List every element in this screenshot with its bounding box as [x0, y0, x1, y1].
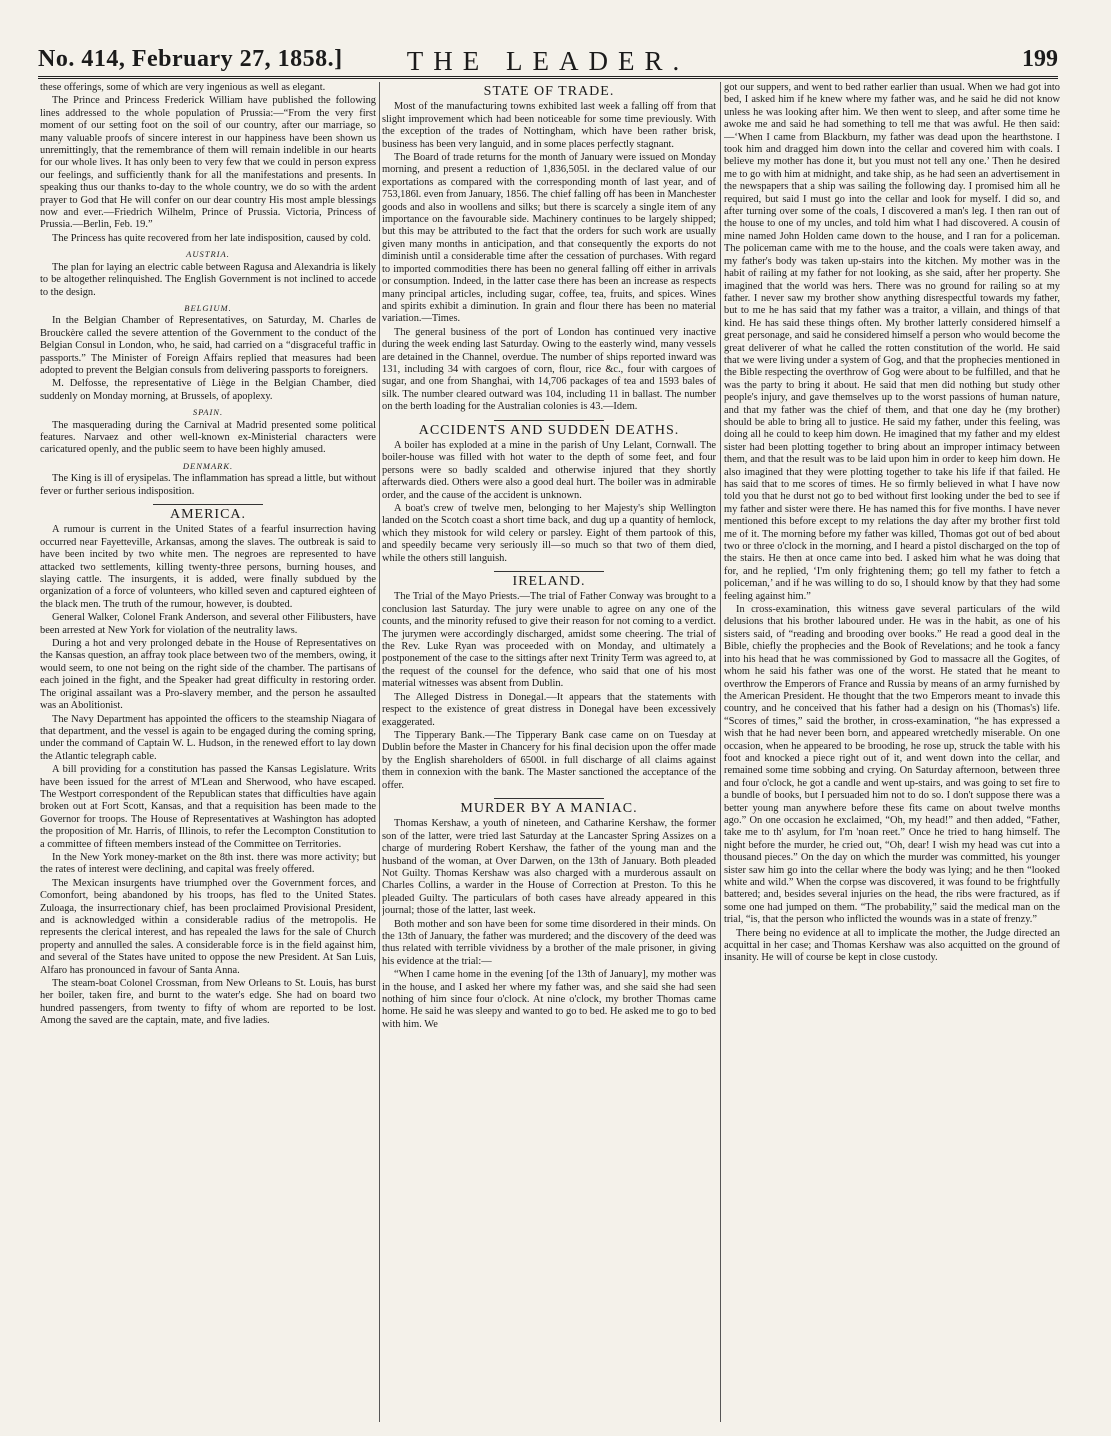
- section-heading-murder: MURDER BY A MANIAC.: [460, 800, 638, 816]
- paragraph: The general business of the port of London has continued very inactive during the week ending last Saturday. Owing to the easterly wind, many vessels are detained in the Channel, overdue. The number of ships reported inward was 131, including 34 with cargoes of corn, flour, rice &c., four with cargoes of sugar, and one from Shanghai, with 14,706 packages of tea and 1593 bales of silk. The number cleared outward was 104, including 11 in ballast. The number on the berth loading for the Australian colonies is 43.—Idem.: [382, 326, 716, 413]
- paragraph: The Princess has quite recovered from her late indisposition, caused by cold.: [52, 232, 371, 244]
- paragraph: “When I came home in the evening [of the 13th of January], my mother was in the house, and I asked her where my father was, and she said she had seen nothing of him since four o'clock. At nine o'clock, my brother Thomas came home. He said he was sleepy and wanted to go to bed. He asked me to go to bed with him. We: [382, 969, 716, 1030]
- section-rule: [494, 571, 604, 572]
- paragraph: The Trial of the Mayo Priests.—The trial of Father Conway was brought to a conclusion last Saturday. The jury were unable to agree on any one of the counts, and the minority refused to give their reason for not coming to a verdict. The jurymen were accordingly discharged, amidst some cheering. The trial of the Rev. Luke Ryan was proceeded with on Monday, and ultimately a postponement of the case to the sittings after next Trinity Term was agreed to, at the request of the counsel for the defence, who said that one of his most material witnesses was absent from Dublin.: [382, 591, 716, 690]
- column-1: [40, 82, 376, 1422]
- paragraph: During a hot and very prolonged debate in the House of Representatives on the Kansas question, an affray took place between two of the members, owing, it would seem, to one not being on the right side of the chamber. The partisans of each joined in the fight, and the Speaker had great difficulty in restoring order. The original assailant was a Pro-slavery member, and the person he assaulted was an Abolitionist.: [40, 638, 376, 712]
- section-heading-state-of-trade: STATE OF TRADE.: [483, 84, 615, 99]
- paragraph: The plan for laying an electric cable between Ragusa and Alexandria is likely to be altogether relinquished. The English Government is not inclined to accede to the design.: [40, 261, 376, 298]
- paragraph: The Prince and Princess Frederick William have published the following lines addressed to the whole population of Prussia:—“From the very first moment of our setting foot on the soil of our country, after our marriage, so many valuable proofs of sincere interest in our happiness have been shown us unremittingly, that the remembrance of them will remain indelible in our hearts for our whole lives. It has only been to very few that we could in person express our feelings, and sufficiently thank for all the manifestations and presents. In speaking thus our thanks to-day to the whole country, we do so with the ardent prayer to God that He will confer on our dear country His most ample blessings now and ever.—Friedrich Wilhelm, Prince of Prussia. Victoria, Princess of Prussia.—Berlin, Feb. 19.”: [40, 95, 376, 231]
- paragraph: M. Delfosse, the representative of Liège in the Belgian Chamber, died suddenly on Monday morning, at Brussels, of apoplexy.: [40, 378, 376, 402]
- masthead-rule: [38, 76, 1058, 79]
- paragraph: The Mexican insurgents have triumphed over the Government forces, and Comonfort, being abandoned by his troops, has fled to the United States. Zuloaga, the insurrectionary chief, has been proclaimed Provisional President, and is acknowledged within a considerable radius of the metropolis. He represents the clerical interest, and has repealed the laws for the sale of Church property and annulled the sales. A considerable force is in the field against him, and several of the States have united to oppose the new President. At San Luis, Alfaro has pronounced in favour of Santa Anna.: [40, 877, 376, 976]
- subheading-spain: SPAIN.: [192, 407, 224, 418]
- paragraph: The King is ill of erysipelas. The inflammation has spread a little, but without fever or further serious indisposition.: [40, 473, 376, 497]
- section-rule: [494, 798, 604, 799]
- column-2: [382, 82, 716, 1422]
- paragraph: In the New York money-market on the 8th inst. there was more activity; but the rates of interest were declining, and capital was freely offered.: [40, 851, 376, 876]
- paragraph: The Navy Department has appointed the officers to the steamship Niagara of that department, and the vessel is again to be engaged during the coming spring, under the command of Captain W. L. Hudson, in the renewed effort to lay down the Atlantic telegraph cable.: [40, 713, 376, 762]
- subheading-belgium: BELGIUM.: [184, 302, 232, 313]
- paragraph: A bill providing for a constitution has passed the Kansas Legislature. Writs have been issued for the arrest of M'Lean and Sherwood, who have escaped. The Westport correspondent of the Republican states that difficulties have again broken out at Fort Scott, Kansas, and that a requisition has been made to the Governor for troops. The House of Representatives at Washington has adopted the proposition of Mr. Harris, of Illinois, to refer the Lecompton Constitution to a committee of fifteen members instead of the Committee on Territories.: [40, 764, 376, 850]
- issue-date: No. 414, February 27, 1858.]: [38, 46, 343, 72]
- paragraph: got our suppers, and went to bed rather earlier than usual. When we had got into bed, I asked him if he knew where my father was, and he said he did not know unless he was looking after him. We then went to sleep, and after some time he awoke me and said he had something to tell me that was awful. He then said:—‘When I came from Blackburn, my father was dead upon the hearthstone. I took him and dragged him down into the cellar and covered him with coals. I believe my mother has done it, but you must not tell any one.’ Then he desired me to go with him at midnight, and take ship, as he had seen an advertisement in the newspapers that a ship was sailing the following day. I promised him all he required, but said I must go into the cellar and look for myself. I did so, and after turning over some of the coals, I discovered a man's leg. I then ran out of the house to one of my uncles, and told him what I had discovered. A cousin of mine named John Holden came down to the house, and I ran for a policeman. The policeman came with me to the house, and the coals were taken away, and my father's body was taken up-stairs into the kitchen. My mother was in the habit of railing at my father for not looking, as she said, after her property. She imagined that the world was hers. There was no ground for railing so at my father. I never saw my brother show anything disrespectful towards my father, but to me he has said that my father was a traitor, a villain, and things of that kind. He has said these things often. My brother latterly considered himself a great personage, and said he considered himself a person who would become the great deliverer of what he called the rotten constitution of the world. He said that we were living under a system of Gog, and that the prophecies mentioned in the Bible respecting the overthrow of Gog were about to be fulfilled, and that he was the party to bring it about. He said that men did nothing but study other people's injury, and gave themselves up to the worst passions of human nature, and that my father was the chief of them, and that one day he (my brother) should be able to bring all to justice. He said my father, under this feeling, was doing all he could to keep him down. He imagined that my father and my eldest sister had been plotting together to bring about an improper intimacy between them, and that the result was to be laid upon him in order to keep him down. He also imagined that they were plotting together to take his life if that failed. He has said that to me scores of times. He so firmly believed in what I have now told you that he durst not go to bed without first looking under the bed to see if my father and sister were there. He has named this for five months. I have never mentioned this before except to my relations the day after my brother first told me of it. The morning before my father was killed, Thomas got out of bed about two or three o'clock in the morning, and I heard a pistol discharged on the top of the stairs. He then at once came into bed. I asked him what he was doing that for, and he replied, ‘I'm only frightening them; go tell my father to fetch a policeman,’ and if he was willing to do so, I should know by that they had some feeling against him.”: [724, 82, 1060, 602]
- subheading-denmark: DENMARK.: [182, 460, 234, 471]
- paragraph: In cross-examination, this witness gave several particulars of the wild delusions that his brother laboured under. He was in the habit, as one of his sisters said, of “reading and brooding over books.” He read a good deal in the Bible, chiefly the prophecies and the Book of Revelations; and he took a fancy into his head that he was commissioned by God to massacre all the Gogites, of whom he said his father was one of the worst. He stated that he meant to overthrow the Emperors of France and Russia by means of an army furnished by the American President. He thought that the two Emperors meant to invade this country, and he conceived that his father had a design on his (Thomas's) life. “Scores of times,” said the brother, in cross-examination, “he has expressed a wish that he had never been born, and appeared wretchedly miserable. On one occasion, when he appeared to be brooding, he rose up, struck the table with his foot and knocked a piece right out of it, and went down into the cellar, and remained some time sobbing and crying. On Saturday afternoon, between three and four o'clock, he got a candle and went up-stairs, and was going to set fire to a bundle of books, but I persuaded him not to do so. I don't suppose there was a better young man anywhere before these fits came on about twelve months ago.” On one occasion he exclaimed, “Oh, my head!” and then added, “Father, take me to th' asylum, for I'm 'noan reet.” Once he tried to hang himself. The night before the murder, he cried out, “Oh, dear! I wish my head was cut into a thousand pieces.” On the day on which the murder was committed, his younger sister saw him go into the cellar where the body was lying; and he then “looked white and wild.” When the corpse was discovered, it was found to be frightfully battered; and, besides several injuries on the head, the ribs were fractured, as if some one had jumped on them. “The probability,” said the medical man on the trial, “is, that the person who inflicted the wounds was in a state of frenzy.”: [724, 604, 1060, 926]
- paragraph: The steam-boat Colonel Crossman, from New Orleans to St. Louis, has burst her boiler, taken fire, and burnt to the water's edge. She had on board two hundred passengers, from twenty to fifty of whom are reported to be lost. Among the saved are the captain, mate, and five ladies.: [40, 978, 376, 1027]
- column-3: [724, 82, 1060, 1422]
- column-divider: [720, 82, 721, 1422]
- section-rule: [494, 420, 604, 421]
- masthead: [38, 38, 1058, 78]
- paragraph: The Tipperary Bank.—The Tipperary Bank case came on on Tuesday at Dublin before the Master in Chancery for his final decision upon the offer made by the English shareholders of 6500l. in full discharge of all claims against them in connexion with the bank. The Master sanctioned the acceptance of the offer.: [382, 729, 716, 791]
- section-heading-ireland: IRELAND.: [512, 574, 586, 590]
- paragraph: The Board of trade returns for the month of January were issued on Monday morning, and present a reduction of 1,836,505l. in the declared value of our exportations as compared with the corresponding month of last year, and of 753,186l. even from January, 1856. The chief falling off has been in Manchester goods and also in woollens and silks; but there is scarcely a single item of any importance on the favourable side. Machinery continues to be largely shipped; but this may be attributed to the fact that the orders for such work are usually given many months in anticipation, and that consequently the exports do not diminish until a considerable time after the cessation of purchases. With regard to imported commodities there has been no general falling off either in arrivals or consumption. Indeed, in the latter case there has been an increase as respects many principal articles, including sugar, coffee, tea, fruits, and spices. Wines and spirits exhibit a diminution. In grain and flour there has been no material variation.—Times.: [382, 152, 716, 325]
- page-number: 199: [1022, 46, 1058, 72]
- paragraph: General Walker, Colonel Frank Anderson, and several other Filibusters, have been arrested at New York for violation of the neutrality laws.: [40, 612, 376, 636]
- paragraph: The masquerading during the Carnival at Madrid presented some political features. Narvaez and other well-known ex-Ministerial characters were caricatured openly, and the public seem to have been highly amused.: [40, 419, 376, 456]
- subheading-austria: AUSTRIA.: [186, 249, 230, 260]
- paragraph: A rumour is current in the United States of a fearful insurrection having occurred near Fayetteville, Arkansas, among the slaves. The outbreak is said to have been incited by two white men. The negroes are represented to have attacked two settlements, killing twenty-three persons, burning houses, and slaying cattle. The insurgents, it is added, were finally subdued by the organization of a force of volunteers, who killed seven and captured eighteen of the black men. The truth of the rumour, however, is doubted.: [40, 524, 376, 610]
- column-divider: [379, 82, 380, 1422]
- paragraph: A boiler has exploded at a mine in the parish of Uny Lelant, Cornwall. The boiler-house was filled with hot water to the depth of some feet, and four persons were so badly scalded and otherwise injured that they shortly afterwards died. Others were also a good deal hurt. The boiler was in admirable order, and the cause of the accident is unknown.: [382, 439, 716, 501]
- section-heading-accidents: ACCIDENTS AND SUDDEN DEATHS.: [418, 422, 680, 438]
- paragraph: In the Belgian Chamber of Representatives, on Saturday, M. Charles de Brouckère called the severe attention of the Government to the conduct of the Belgian Consul in London, who, he said, had carried on a “disgraceful traffic in passports.” The Minister of Foreign Affairs replied that measures had been adopted to prevent the Belgian consuls from delivering passports to foreigners.: [40, 315, 376, 376]
- paragraph: these offerings, some of which are very ingenious as well as elegant.: [40, 82, 326, 93]
- section-rule: [153, 504, 263, 505]
- paragraph: Both mother and son have been for some time disordered in their minds. On the 13th of January, the father was murdered; and the discovery of the deed was thus related with terrible vividness by a brother of the male prisoner, in giving his evidence at the trial:—: [382, 918, 716, 967]
- paragraph: A boat's crew of twelve men, belonging to her Majesty's ship Wellington landed on the Scotch coast a short time back, and dug up a quantity of hemlock, which they mistook for wild celery or parsley. Eight of them partook of this, and speedily became very seriously ill—so much so that two of them died, while the others still languish.: [382, 503, 716, 564]
- paragraph: Most of the manufacturing towns exhibited last week a falling off from that slight improvement which had been noticeable for some time previously. With the exception of the trades of Nottingham, which have been rather brisk, business has been very languid, and in some places perfectly stagnant.: [382, 101, 716, 150]
- paragraph: There being no evidence at all to implicate the mother, the Judge directed an acquittal in her case; and Thomas Kershaw was also acquitted on the ground of insanity. He will of course be kept in close custody.: [724, 927, 1060, 964]
- newspaper-title: THE LEADER.: [406, 46, 690, 76]
- section-heading-america: AMERICA.: [169, 507, 247, 522]
- paragraph: The Alleged Distress in Donegal.—It appears that the statements with respect to the existence of great distress in Donegal have been excessively exaggerated.: [382, 691, 716, 728]
- paragraph: Thomas Kershaw, a youth of nineteen, and Catharine Kershaw, the former son of the latter, were tried last Saturday at the Lancaster Spring Assizes on a charge of murdering Robert Kershaw, the father of the young man and the husband of the woman, at Over Darwen, on the 13th of January. Both pleaded Not Guilty. Thomas Kershaw was also charged with a murderous assault on Charles Collins, a warder in the House of Correction at Preston. To this he pleaded Guilty. The particulars of both cases have already appeared in this journal; those of the latter, last week.: [382, 818, 716, 917]
